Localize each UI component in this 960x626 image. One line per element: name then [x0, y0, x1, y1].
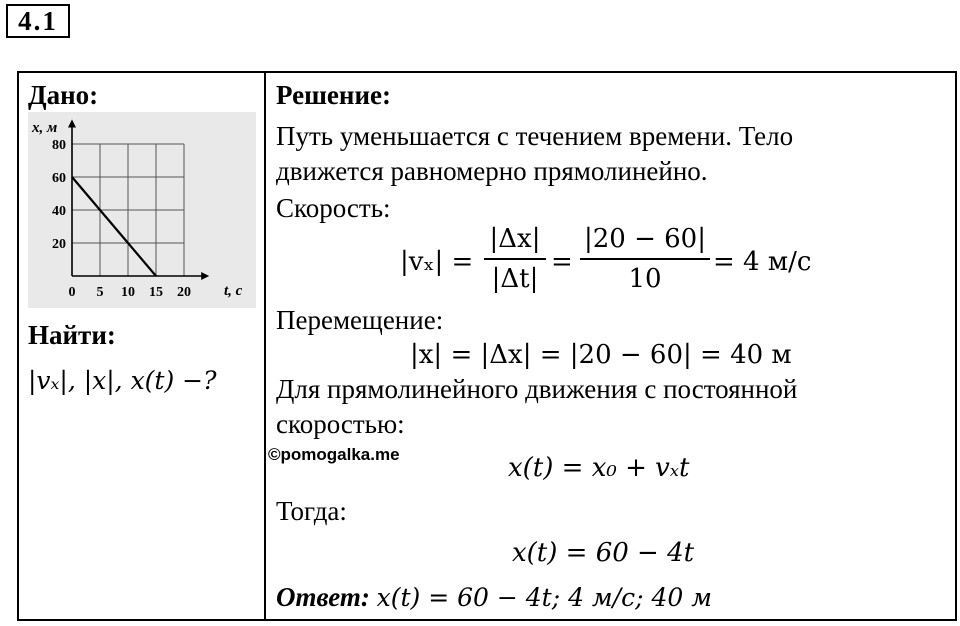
y-tick-label: 20 [52, 237, 66, 252]
fraction-bar-1 [484, 258, 546, 260]
general-equation: x(t) = x₀ + vₓt [508, 453, 690, 483]
answer-value: x(t) = 60 − 4t; 4 м/с; 40 м [376, 583, 712, 612]
speed-numerator-1: |Δx| [489, 224, 541, 254]
given-heading: Дано: [28, 80, 99, 110]
answer-line [276, 581, 712, 614]
y-axis-label: x, м [32, 120, 58, 136]
solution-line-1: Путь уменьшается с течением времени. Тело [276, 121, 794, 151]
displacement-label: Перемещение: [276, 305, 444, 335]
y-tick-label: 60 [52, 171, 66, 186]
y-tick-label: 40 [52, 204, 66, 219]
x-tick-label: 5 [96, 285, 104, 300]
specific-equation: x(t) = 60 − 4t [512, 538, 695, 568]
displacement-equation: |x| = |Δx| = |20 − 60| = 40 м [410, 340, 792, 370]
uniform-line-2: скоростью: [276, 409, 405, 439]
x-tick-label: 15 [149, 285, 163, 300]
y-tick-label: 80 [52, 138, 66, 153]
watermark: ©pomogalka.me [268, 445, 400, 464]
speed-lhs: |vₓ| = [400, 247, 474, 277]
x-tick-label: 20 [177, 285, 191, 300]
speed-label: Скорость: [276, 193, 391, 223]
x-tick-label: 10 [121, 285, 135, 300]
solution-heading: Решение: [276, 80, 391, 110]
equals-sign: = [551, 247, 573, 277]
answer-label: Ответ: [276, 582, 370, 612]
speed-denominator-1: |Δt| [491, 264, 539, 294]
problem-number: 4.1 [6, 4, 70, 38]
column-divider [264, 71, 266, 621]
then-label: Тогда: [276, 496, 347, 526]
speed-numerator-2: |20 − 60| [583, 224, 706, 254]
position-time-chart [28, 112, 256, 308]
uniform-line-1: Для прямолинейного движения с постоянной [276, 374, 798, 404]
speed-denominator-2: 10 [628, 264, 662, 294]
find-text: |vₓ|, |x|, x(t) −? [28, 366, 217, 395]
x-axis-label: t, с [224, 283, 243, 299]
speed-result: = 4 м/с [713, 247, 812, 277]
solution-line-2: движется равномерно прямолинейно. [276, 156, 708, 186]
find-heading: Найти: [28, 320, 116, 350]
fraction-bar-2 [580, 258, 710, 260]
x-tick-label: 0 [68, 285, 76, 300]
